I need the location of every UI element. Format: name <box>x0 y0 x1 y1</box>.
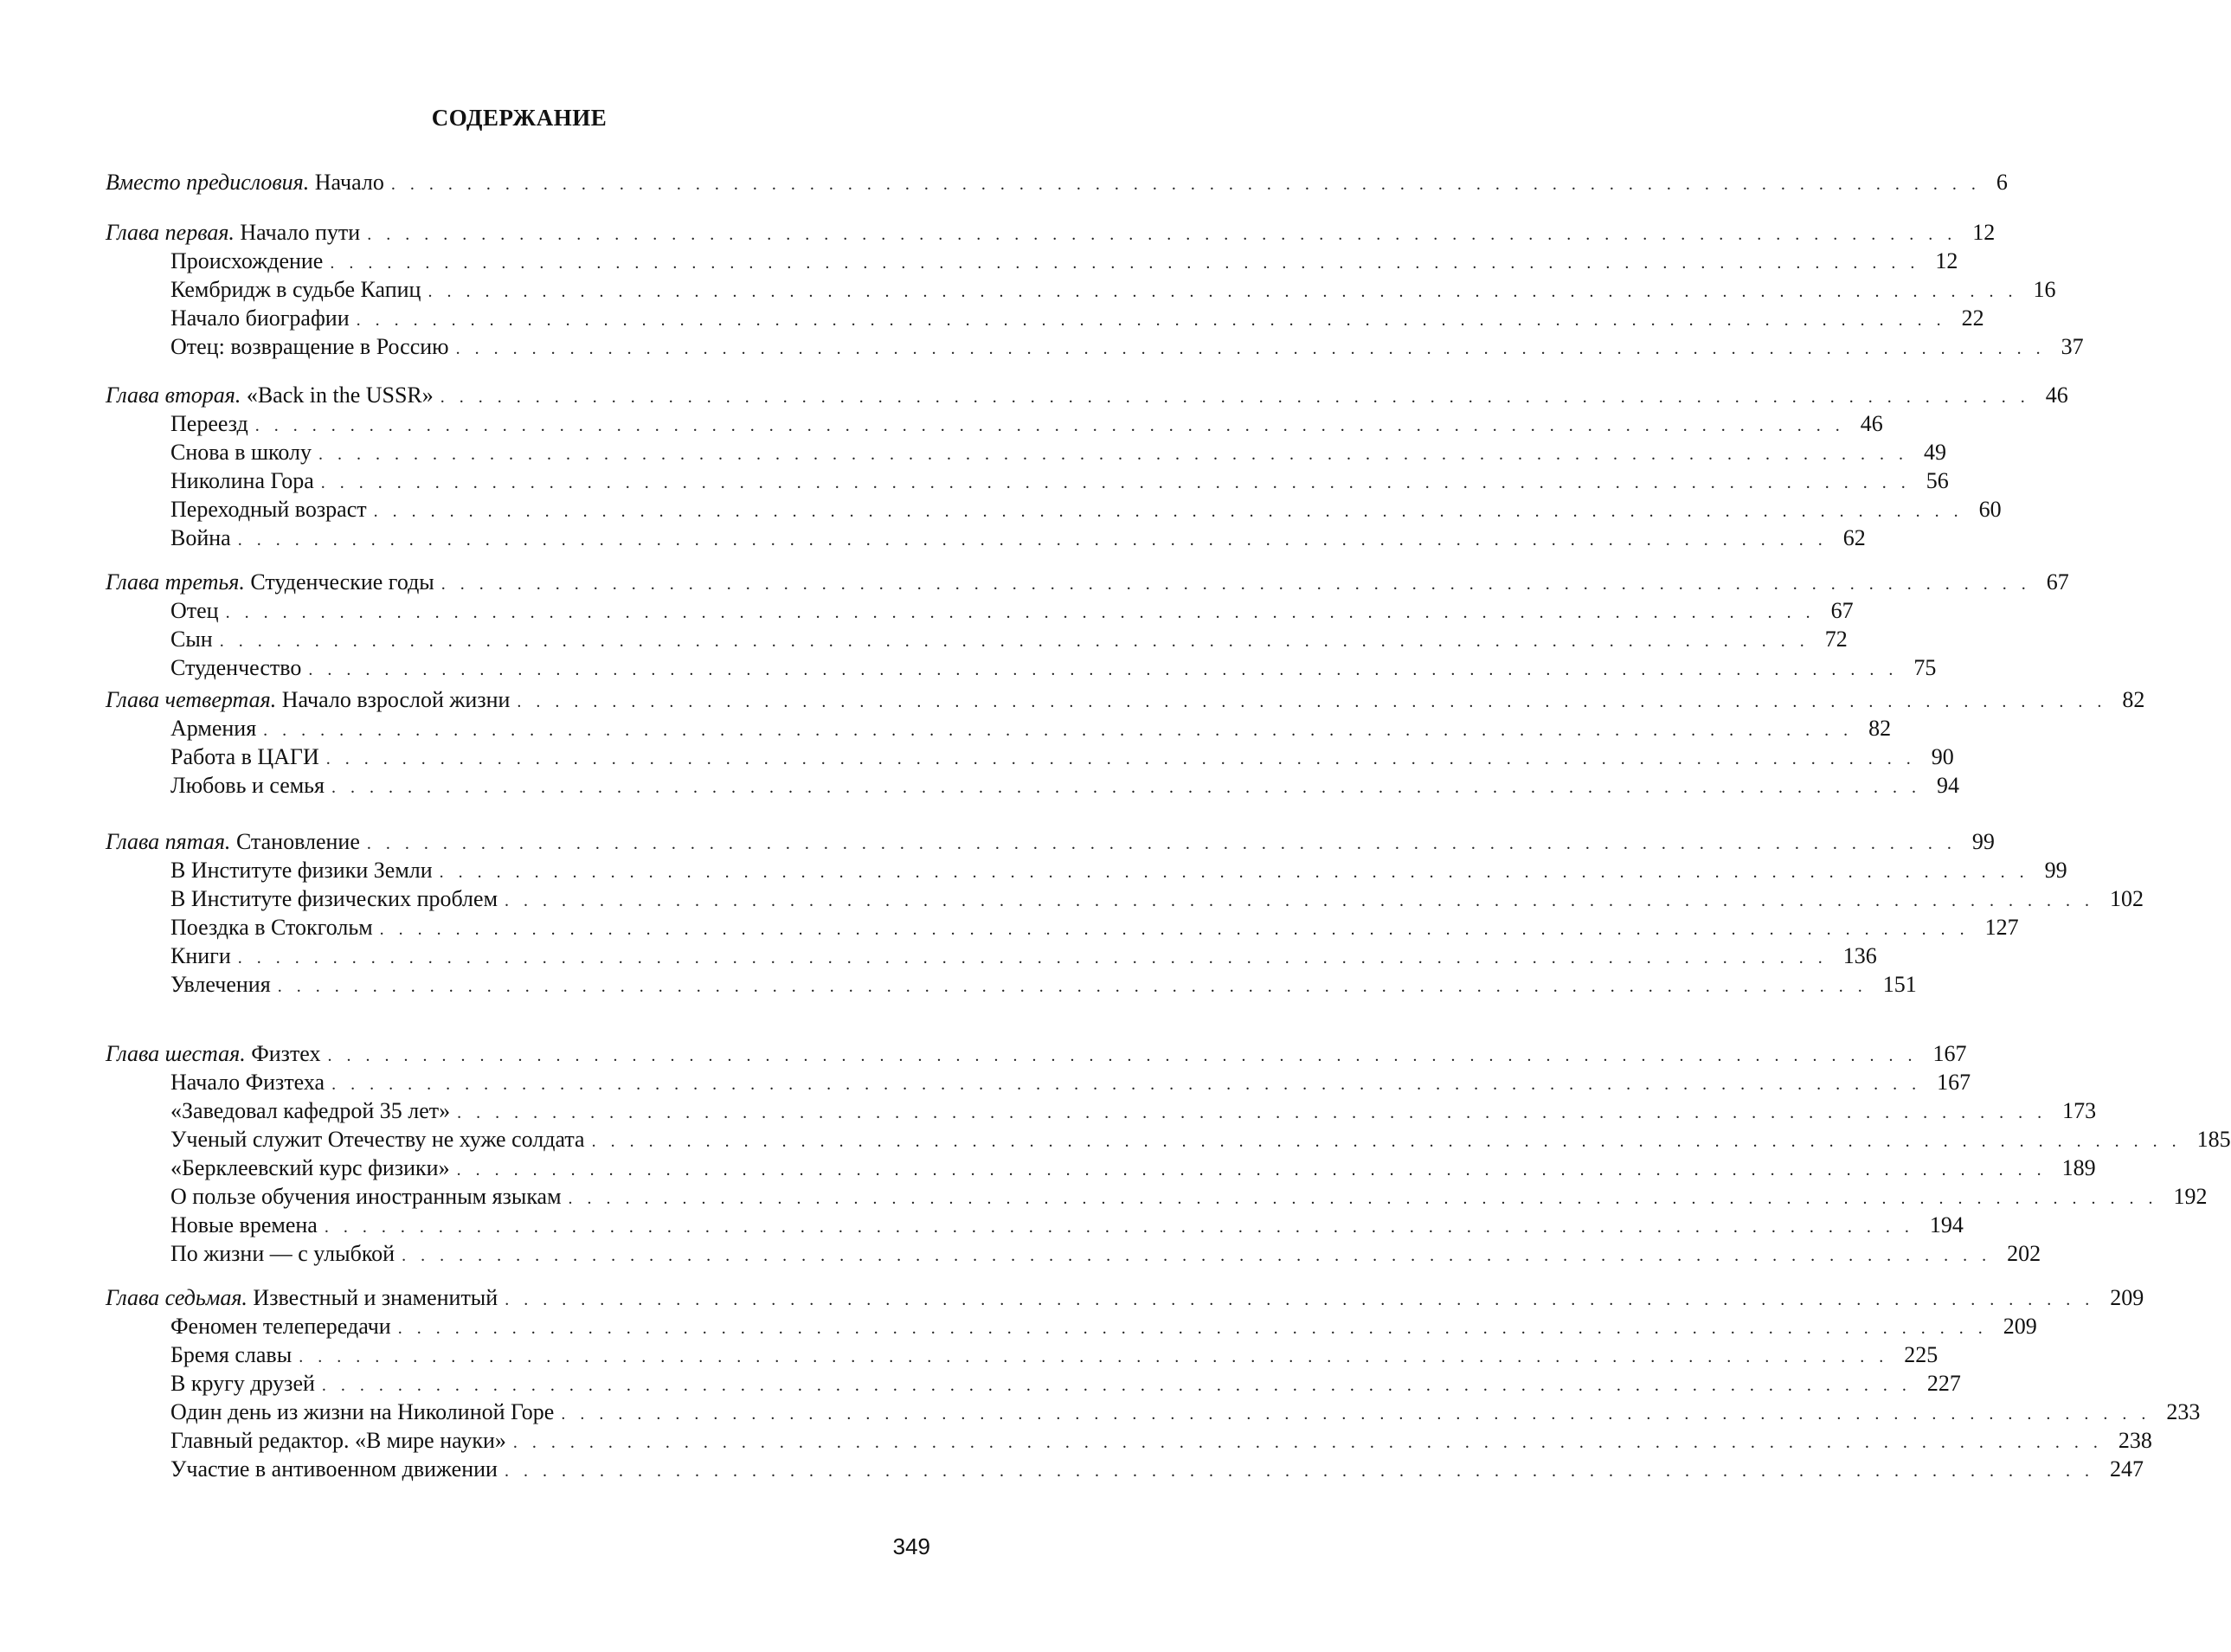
dot-leader: . . . . . . . . . . . . . . . . . . . . . . . . . . . . . . . . . . . . . . . . . . . . . . . . . . . . . . . . . . . . . . . . . . . . . . . . . . . . . . . . . . . . <box>512 1433 2103 1452</box>
toc-page-number: 102 <box>2110 886 2144 911</box>
dot-leader: . . . . . . . . . . . . . . . . . . . . . . . . . . . . . . . . . . . . . . . . . . . . . . . . . . . . . . . . . . . . . . . . . . . . . . . . . . . . . . . . . . . . <box>324 1218 1914 1237</box>
toc-chapter-title <box>106 381 434 409</box>
toc-page-number: 67 <box>1830 598 1854 623</box>
dot-leader: . . . . . . . . . . . . . . . . . . . . . . . . . . . . . . . . . . . . . . . . . . . . . . . . . . . . . . . . . . . . . . . . . . . . . . . . . . . . . . . . . . . . <box>308 660 1899 679</box>
toc-entry-label: Бремя славы <box>170 1342 293 1367</box>
toc-page-number: 136 <box>1842 943 1877 968</box>
toc-entry <box>106 653 1937 682</box>
toc-entry-label: Работа в ЦАГИ <box>170 744 319 769</box>
dot-leader: . . . . . . . . . . . . . . . . . . . . . . . . . . . . . . . . . . . . . . . . . . . . . . . . . . . . . . . . . . . . . . . . . . . . . . . . . . . . . . . . . . . . <box>440 575 2031 594</box>
toc-entry-label: В кругу друзей <box>170 1371 315 1396</box>
toc-page-number: 56 <box>1926 468 1949 493</box>
toc-page-number: 209 <box>2110 1285 2144 1310</box>
dot-leader: . . . . . . . . . . . . . . . . . . . . . . . . . . . . . . . . . . . . . . . . . . . . . . . . . . . . . . . . . . . . . . . . . . . . . . . . . . . . . . . . . . . . <box>402 1246 1992 1265</box>
toc-page-number: 227 <box>1926 1371 1961 1396</box>
dot-leader: . . . . . . . . . . . . . . . . . . . . . . . . . . . . . . . . . . . . . . . . . . . . . . . . . . . . . . . . . . . . . . . . . . . . . . . . . . . . . . . . . . . . <box>455 339 2046 358</box>
dot-leader: . . . . . . . . . . . . . . . . . . . . . . . . . . . . . . . . . . . . . . . . . . . . . . . . . . . . . . . . . . . . . . . . . . . . . . . . . . . . . . . . . . . . <box>568 1189 2158 1208</box>
toc-chapter-name: Физтех <box>251 1041 321 1066</box>
toc-entry <box>106 1340 1938 1369</box>
toc-page-number: 12 <box>1935 248 1958 273</box>
toc-page-number: 82 <box>2122 687 2145 712</box>
toc-entry <box>106 742 1954 771</box>
toc-page-number: 49 <box>1923 440 1946 465</box>
toc-entry <box>106 275 2056 304</box>
toc-entry-label: Поездка в Стокгольм <box>170 915 373 940</box>
toc-entry <box>106 884 2144 913</box>
toc-entry <box>106 1068 1971 1096</box>
dot-leader: . . . . . . . . . . . . . . . . . . . . . . . . . . . . . . . . . . . . . . . . . . . . . . . . . . . . . . . . . . . . . . . . . . . . . . . . . . . . . . . . . . . . <box>591 1132 2182 1151</box>
dot-leader: . . . . . . . . . . . . . . . . . . . . . . . . . . . . . . . . . . . . . . . . . . . . . . . . . . . . . . . . . . . . . . . . . . . . . . . . . . . . . . . . . . . . <box>277 977 1868 996</box>
toc-chapter-number: Вместо предисловия. <box>106 170 310 195</box>
toc-page-number: 151 <box>1882 972 1917 997</box>
toc-chapter-name: Начало <box>314 170 384 195</box>
toc-chapter <box>106 381 2068 409</box>
dot-leader: . . . . . . . . . . . . . . . . . . . . . . . . . . . . . . . . . . . . . . . . . . . . . . . . . . . . . . . . . . . . . . . . . . . . . . . . . . . . . . . . . . . . <box>327 1046 1918 1065</box>
toc-entry-label: Новые времена <box>170 1212 318 1237</box>
toc-chapter-name: Становление <box>235 829 360 854</box>
toc-entry-label: Война <box>170 525 231 550</box>
dot-leader: . . . . . . . . . . . . . . . . . . . . . . . . . . . . . . . . . . . . . . . . . . . . . . . . . . . . . . . . . . . . . . . . . . . . . . . . . . . . . . . . . . . . <box>299 1347 1889 1366</box>
toc-entry-label: Студенчество <box>170 655 302 680</box>
dot-leader: . . . . . . . . . . . . . . . . . . . . . . . . . . . . . . . . . . . . . . . . . . . . . . . . . . . . . . . . . . . . . . . . . . . . . . . . . . . . . . . . . . . . <box>318 445 1908 464</box>
dot-leader: . . . . . . . . . . . . . . . . . . . . . . . . . . . . . . . . . . . . . . . . . . . . . . . . . . . . . . . . . . . . . . . . . . . . . . . . . . . . . . . . . . . . <box>356 311 1946 330</box>
toc-entry <box>106 771 1960 800</box>
toc-chapter <box>106 827 1995 856</box>
toc-chapter <box>106 685 2145 714</box>
dot-leader: . . . . . . . . . . . . . . . . . . . . . . . . . . . . . . . . . . . . . . . . . . . . . . . . . . . . . . . . . . . . . . . . . . . . . . . . . . . . . . . . . . . . <box>517 692 2107 711</box>
toc-page-number: 189 <box>2061 1155 2096 1180</box>
dot-leader: . . . . . . . . . . . . . . . . . . . . . . . . . . . . . . . . . . . . . . . . . . . . . . . . . . . . . . . . . . . . . . . . . . . . . . . . . . . . . . . . . . . . <box>505 1290 2095 1309</box>
dot-leader: . . . . . . . . . . . . . . . . . . . . . . . . . . . . . . . . . . . . . . . . . . . . . . . . . . . . . . . . . . . . . . . . . . . . . . . . . . . . . . . . . . . . <box>320 473 1911 492</box>
toc-entry-label: Армения <box>170 716 257 741</box>
toc-page-number: 99 <box>2044 858 2067 883</box>
dot-leader: . . . . . . . . . . . . . . . . . . . . . . . . . . . . . . . . . . . . . . . . . . . . . . . . . . . . . . . . . . . . . . . . . . . . . . . . . . . . . . . . . . . . <box>561 1405 2151 1424</box>
toc-entry <box>106 1426 2152 1455</box>
toc-chapter-number: Глава третья. <box>106 569 245 595</box>
toc-page-number: 60 <box>1978 497 2002 522</box>
toc-page-number: 173 <box>2062 1098 2097 1123</box>
toc-page-number: 167 <box>1937 1070 1971 1095</box>
toc-entry-label: Книги <box>170 943 231 968</box>
toc-entry <box>106 1455 2144 1483</box>
toc-entry-label: О пользе обучения иностранным языкам <box>170 1184 562 1209</box>
toc-page-number: 209 <box>2003 1314 2037 1339</box>
toc-entry <box>106 1096 2097 1125</box>
toc-entry-label: В Институте физики Земли <box>170 858 433 883</box>
toc-page-number: 238 <box>2118 1428 2152 1453</box>
toc-page-number: 233 <box>2166 1399 2201 1424</box>
dot-leader: . . . . . . . . . . . . . . . . . . . . . . . . . . . . . . . . . . . . . . . . . . . . . . . . . . . . . . . . . . . . . . . . . . . . . . . . . . . . . . . . . . . . <box>439 863 2029 882</box>
dot-leader: . . . . . . . . . . . . . . . . . . . . . . . . . . . . . . . . . . . . . . . . . . . . . . . . . . . . . . . . . . . . . . . . . . . . . . . . . . . . . . . . . . . . <box>225 603 1816 622</box>
toc-entry <box>106 1312 2037 1340</box>
toc-chapter <box>106 168 2008 196</box>
toc-page-number: 82 <box>1868 716 1892 741</box>
toc-chapter-number: Глава первая. <box>106 220 235 245</box>
toc-entry <box>106 1211 1964 1239</box>
toc-chapter <box>106 218 1996 247</box>
toc-entry-label: Отец: возвращение в Россию <box>170 334 449 359</box>
toc-entry-label: Феномен телепередачи <box>170 1314 391 1339</box>
toc-entry <box>106 332 2084 361</box>
toc-entry-label: Участие в антивоенном движении <box>170 1456 498 1482</box>
toc-page-number: 225 <box>1904 1342 1938 1367</box>
dot-leader: . . . . . . . . . . . . . . . . . . . . . . . . . . . . . . . . . . . . . . . . . . . . . . . . . . . . . . . . . . . . . . . . . . . . . . . . . . . . . . . . . . . . <box>325 749 1916 768</box>
toc-entry-label: Начало биографии <box>170 305 350 331</box>
toc-entry-label: Отец <box>170 598 219 623</box>
dot-leader: . . . . . . . . . . . . . . . . . . . . . . . . . . . . . . . . . . . . . . . . . . . . . . . . . . . . . . . . . . . . . . . . . . . . . . . . . . . . . . . . . . . . <box>373 502 1964 521</box>
toc-entry <box>106 970 1917 999</box>
toc-entry <box>106 438 1946 466</box>
toc-page-number: 22 <box>1961 305 1984 331</box>
toc-page-number: 46 <box>1860 411 1883 436</box>
toc-chapter-number: Глава пятая. <box>106 829 231 854</box>
toc-entry-label: Переезд <box>170 411 248 436</box>
toc-chapter-title <box>106 168 384 196</box>
toc-chapter-title <box>106 218 360 247</box>
toc-entry-label: «Заведовал кафедрой 35 лет» <box>170 1098 451 1123</box>
toc-entry <box>106 466 1949 495</box>
dot-leader: . . . . . . . . . . . . . . . . . . . . . . . . . . . . . . . . . . . . . . . . . . . . . . . . . . . . . . . . . . . . . . . . . . . . . . . . . . . . . . . . . . . . <box>505 891 2095 910</box>
dot-leader: . . . . . . . . . . . . . . . . . . . . . . . . . . . . . . . . . . . . . . . . . . . . . . . . . . . . . . . . . . . . . . . . . . . . . . . . . . . . . . . . . . . . <box>440 388 2030 407</box>
toc-page-number: 127 <box>1984 915 2019 940</box>
toc-entry-label: Переходный возраст <box>170 497 367 522</box>
toc-page-number: 67 <box>2046 569 2069 595</box>
dot-leader: . . . . . . . . . . . . . . . . . . . . . . . . . . . . . . . . . . . . . . . . . . . . . . . . . . . . . . . . . . . . . . . . . . . . . . . . . . . . . . . . . . . . <box>456 1160 2047 1180</box>
toc-chapter-number: Глава шестая. <box>106 1041 246 1066</box>
toc-entry-label: Любовь и семья <box>170 773 325 798</box>
toc-page-number: 167 <box>1932 1041 1967 1066</box>
toc-entry <box>106 913 2019 942</box>
toc-page-number: 90 <box>1931 744 1954 769</box>
toc-entry-label: Начало Физтеха <box>170 1070 325 1095</box>
toc-entry <box>106 1154 2096 1182</box>
toc-page-number: 6 <box>1996 170 2008 195</box>
toc-chapter-name: Известный и знаменитый <box>253 1285 498 1310</box>
toc-page-number: 99 <box>1971 829 1995 854</box>
toc-entry-label: Сын <box>170 627 213 652</box>
toc-chapter-title <box>106 827 360 856</box>
toc-entry-label: Николина Гора <box>170 468 314 493</box>
toc-chapter-name: Начало пути <box>240 220 361 245</box>
toc-page-number: 12 <box>1972 220 1996 245</box>
dot-leader: . . . . . . . . . . . . . . . . . . . . . . . . . . . . . . . . . . . . . . . . . . . . . . . . . . . . . . . . . . . . . . . . . . . . . . . . . . . . . . . . . . . . <box>331 1075 1922 1094</box>
toc-entry <box>106 247 1958 275</box>
dot-leader: . . . . . . . . . . . . . . . . . . . . . . . . . . . . . . . . . . . . . . . . . . . . . . . . . . . . . . . . . . . . . . . . . . . . . . . . . . . . . . . . . . . . <box>379 920 1970 939</box>
dot-leader: . . . . . . . . . . . . . . . . . . . . . . . . . . . . . . . . . . . . . . . . . . . . . . . . . . . . . . . . . . . . . . . . . . . . . . . . . . . . . . . . . . . . <box>428 282 2018 301</box>
toc-entry <box>106 856 2067 884</box>
toc-page-number: 46 <box>2045 382 2068 408</box>
dot-leader: . . . . . . . . . . . . . . . . . . . . . . . . . . . . . . . . . . . . . . . . . . . . . . . . . . . . . . . . . . . . . . . . . . . . . . . . . . . . . . . . . . . . <box>397 1319 1988 1338</box>
dot-leader: . . . . . . . . . . . . . . . . . . . . . . . . . . . . . . . . . . . . . . . . . . . . . . . . . . . . . . . . . . . . . . . . . . . . . . . . . . . . . . . . . . . . <box>237 948 1828 967</box>
toc-chapter-title <box>106 1283 498 1312</box>
toc-chapter-title <box>106 685 510 714</box>
toc-chapter <box>106 1283 2144 1312</box>
toc-page-number: 75 <box>1913 655 1937 680</box>
toc-entry-label: «Берклеевский курс физики» <box>170 1155 450 1180</box>
toc-entry <box>106 1182 2208 1211</box>
toc-chapter <box>106 1039 1967 1068</box>
dot-leader: . . . . . . . . . . . . . . . . . . . . . . . . . . . . . . . . . . . . . . . . . . . . . . . . . . . . . . . . . . . . . . . . . . . . . . . . . . . . . . . . . . . . <box>237 530 1828 550</box>
toc-chapter-name: Студенческие годы <box>250 569 434 595</box>
toc-page-number: 192 <box>2173 1184 2208 1209</box>
toc-page-number: 185 <box>2196 1127 2231 1152</box>
dot-leader: . . . . . . . . . . . . . . . . . . . . . . . . . . . . . . . . . . . . . . . . . . . . . . . . . . . . . . . . . . . . . . . . . . . . . . . . . . . . . . . . . . . . <box>263 721 1854 740</box>
toc-entry-label: Главный редактор. «В мире науки» <box>170 1428 506 1453</box>
toc-page-number: 16 <box>2033 277 2056 302</box>
toc-entry-label: По жизни — с улыбкой <box>170 1241 395 1266</box>
toc-chapter-number: Глава вторая. <box>106 382 241 408</box>
toc-entry <box>106 1239 2041 1268</box>
toc-entry <box>106 942 1877 970</box>
dot-leader: . . . . . . . . . . . . . . . . . . . . . . . . . . . . . . . . . . . . . . . . . . . . . . . . . . . . . . . . . . . . . . . . . . . . . . . . . . . . . . . . . . . . <box>254 416 1845 435</box>
toc-page-number: 37 <box>2061 334 2084 359</box>
page-number: 349 <box>892 1533 930 1559</box>
toc-entry <box>106 495 2002 524</box>
toc-entry <box>106 1125 2231 1154</box>
toc-entry-label: Происхождение <box>170 248 324 273</box>
toc-chapter-number: Глава четвертая. <box>106 687 277 712</box>
dot-leader: . . . . . . . . . . . . . . . . . . . . . . . . . . . . . . . . . . . . . . . . . . . . . . . . . . . . . . . . . . . . . . . . . . . . . . . . . . . . . . . . . . . . <box>321 1376 1912 1395</box>
dot-leader: . . . . . . . . . . . . . . . . . . . . . . . . . . . . . . . . . . . . . . . . . . . . . . . . . . . . . . . . . . . . . . . . . . . . . . . . . . . . . . . . . . . . <box>331 778 1922 797</box>
dot-leader: . . . . . . . . . . . . . . . . . . . . . . . . . . . . . . . . . . . . . . . . . . . . . . . . . . . . . . . . . . . . . . . . . . . . . . . . . . . . . . . . . . . . <box>457 1103 2048 1122</box>
toc-entry <box>106 596 1854 625</box>
toc-entry <box>106 714 1892 742</box>
toc-entry-label: Снова в школу <box>170 440 312 465</box>
toc-page-number: 72 <box>1824 627 1848 652</box>
toc-entry-label: Ученый служит Отечеству не хуже солдата <box>170 1127 585 1152</box>
toc-entry-label: В Институте физических проблем <box>170 886 498 911</box>
dot-leader: . . . . . . . . . . . . . . . . . . . . . . . . . . . . . . . . . . . . . . . . . . . . . . . . . . . . . . . . . . . . . . . . . . . . . . . . . . . . . . . . . . . . <box>219 632 1810 651</box>
toc-chapter <box>106 568 2069 596</box>
toc-entry <box>106 304 1984 332</box>
page-title: СОДЕРЖАНИЕ <box>431 105 608 131</box>
toc-entry <box>106 524 1866 552</box>
toc-chapter-title <box>106 1039 321 1068</box>
toc-entry <box>106 409 1883 438</box>
toc-page-number: 194 <box>1929 1212 1964 1237</box>
toc-page-number: 94 <box>1937 773 1960 798</box>
dot-leader: . . . . . . . . . . . . . . . . . . . . . . . . . . . . . . . . . . . . . . . . . . . . . . . . . . . . . . . . . . . . . . . . . . . . . . . . . . . . . . . . . . . . <box>504 1462 2094 1481</box>
toc-entry <box>106 625 1848 653</box>
toc-entry-label: Увлечения <box>170 972 271 997</box>
toc-chapter-name: «Back in the USSR» <box>246 382 434 408</box>
toc-page-number: 62 <box>1842 525 1866 550</box>
toc-chapter-number: Глава седьмая. <box>106 1285 248 1310</box>
toc-entry-label: Один день из жизни на Николиной Горе <box>170 1399 555 1424</box>
toc-chapter-name: Начало взрослой жизни <box>281 687 511 712</box>
toc-entry <box>106 1398 2201 1426</box>
toc-entry <box>106 1369 1961 1398</box>
toc-page-number: 247 <box>2109 1456 2144 1482</box>
dot-leader: . . . . . . . . . . . . . . . . . . . . . . . . . . . . . . . . . . . . . . . . . . . . . . . . . . . . . . . . . . . . . . . . . . . . . . . . . . . . . . . . . . . . <box>367 225 1958 244</box>
dot-leader: . . . . . . . . . . . . . . . . . . . . . . . . . . . . . . . . . . . . . . . . . . . . . . . . . . . . . . . . . . . . . . . . . . . . . . . . . . . . . . . . . . . . <box>330 254 1920 273</box>
toc-page-number: 202 <box>2007 1241 2041 1266</box>
toc-entry-label: Кембридж в судьбе Капиц <box>170 277 421 302</box>
dot-leader: . . . . . . . . . . . . . . . . . . . . . . . . . . . . . . . . . . . . . . . . . . . . . . . . . . . . . . . . . . . . . . . . . . . . . . . . . . . . . . . . . . . . <box>366 834 1957 853</box>
dot-leader: . . . . . . . . . . . . . . . . . . . . . . . . . . . . . . . . . . . . . . . . . . . . . . . . . . . . . . . . . . . . . . . . . . . . . . . . . . . . . . . . . . . . <box>390 175 1981 194</box>
toc-chapter-title <box>106 568 434 596</box>
